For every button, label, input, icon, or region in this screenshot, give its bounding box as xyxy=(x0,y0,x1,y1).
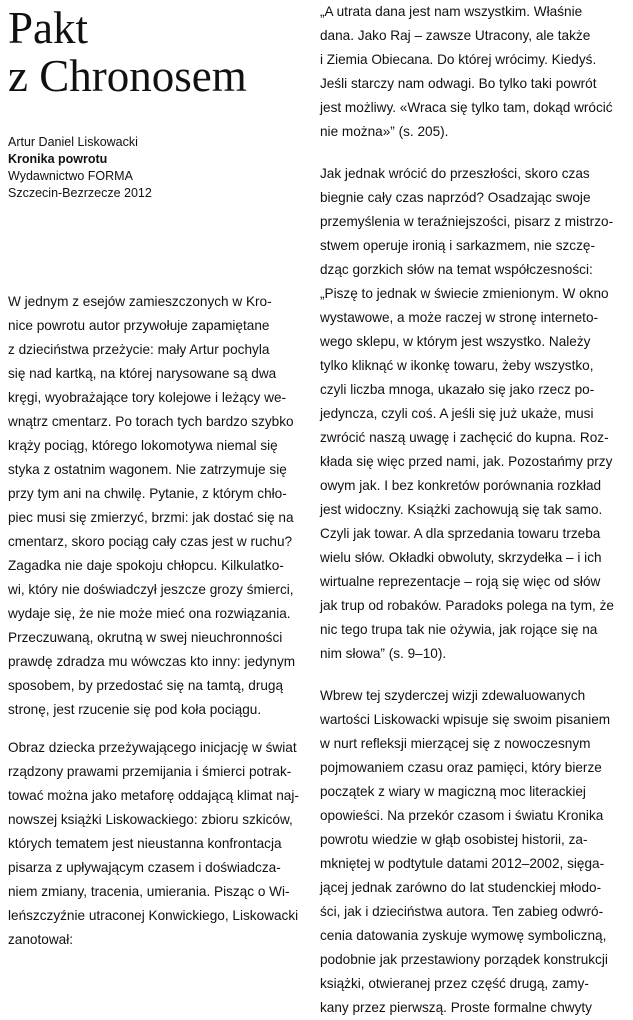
text-line: nowszej książki Liskowackiego: zbioru szkiców, xyxy=(8,812,293,827)
text-line: wirtualne reprezentacje – roją się więc od słów xyxy=(320,574,601,589)
text-line: podobnie jak przestawiony porządek konstrukcji xyxy=(320,952,608,967)
text-line: cmentarz, skoro pociąg cały czas jest w ruchu? xyxy=(8,534,293,549)
text-line: cenia datowania zyskuje wymowę symboliczną, xyxy=(320,928,607,943)
text-line: „Piszę to jednak w świecie zmienionym. W okno xyxy=(320,286,609,301)
book-publisher: Wydawnictwo FORMA xyxy=(8,169,133,183)
text-line: dząc gorzkich słów na temat współczesności: xyxy=(320,262,593,277)
text-line: książki, otwieranej przez część drugą, zamy- xyxy=(320,976,589,991)
paragraph-1 xyxy=(8,290,311,722)
text-line: z dzieciństwa przeżycie: mały Artur pochyla xyxy=(8,342,270,357)
text-line: w nurt refleksji mierzącej się z nowoczesnym xyxy=(320,736,591,751)
text-line: opowieści. Na przekór czasom i światu Kronika xyxy=(320,808,604,823)
text-line: początek z wiary w magiczną moc literackiej xyxy=(320,784,586,799)
paragraph-gap xyxy=(8,722,311,736)
text-line: „A utrata dana jest nam wszystkim. Właśnie xyxy=(320,4,583,19)
text-line: się nad kartką, na której narysowane są dwa xyxy=(8,366,277,381)
text-line: kręgi, wyobrażające tory kolejowe i leżący we- xyxy=(8,390,287,405)
text-line: stwem operuje ironią i sarkazmem, nie szczę- xyxy=(320,238,595,253)
text-line: zwrócić naszą uwagę i zachęcić do kupna. Roz- xyxy=(320,430,609,445)
text-line: Czyli jak towar. A dla sprzedania towaru trzeba xyxy=(320,526,601,541)
text-line: biegnie cały czas naprzód? Osadzając swoje xyxy=(320,190,591,205)
text-line: sposobem, by przedostać się na tamtą, drugą xyxy=(8,678,284,693)
title-line-1: Pakt xyxy=(8,3,89,53)
text-line: niem zmiany, tracenia, umierania. Pisząc o Wi- xyxy=(8,884,290,899)
text-line: wartości Liskowacki wpisuje się swoim pisaniem xyxy=(320,712,611,727)
text-line: piec musi się zmierzyć, brzmi: jak dostać się na xyxy=(8,510,294,525)
text-line: Zagadka nie daje spokoju chłopcu. Kilkulatko- xyxy=(8,558,284,573)
text-line: przemyślenia w teraźniejszości, pisarz z mistrzo- xyxy=(320,214,614,229)
text-line: ści, jak i dzieciństwa autora. Ten zabieg odwró- xyxy=(320,904,604,919)
text-line: których tematem jest nieustanna konfrontacja xyxy=(8,836,282,851)
text-line: nice powrotu autor przywołuje zapamiętane xyxy=(8,318,270,333)
text-line: styka z ostatnim wagonem. Nie zatrzymuje się xyxy=(8,462,287,477)
quote-paragraph xyxy=(320,0,633,144)
text-line: nim słowa” (s. 9–10). xyxy=(320,646,447,661)
text-line: krąży pociąg, którego lokomotywa niemal się xyxy=(8,438,278,453)
paragraph-3 xyxy=(320,162,633,666)
book-metadata xyxy=(8,134,298,202)
text-line: tować można jako metaforę oddającą klimat naj- xyxy=(8,788,299,803)
book-author: Artur Daniel Liskowacki xyxy=(8,135,138,149)
right-column xyxy=(320,0,633,1020)
text-line: Jeśli starczy nam odwagi. Bo tylko taki powrót xyxy=(320,76,597,91)
text-line: wielu słów. Okładki obwoluty, skrzydełka – i ich xyxy=(320,550,602,565)
text-line: czyli liczba mnoga, ukazało się jako rzecz po- xyxy=(320,382,595,397)
text-line: Jak jednak wrócić do przeszłości, skoro czas xyxy=(320,166,590,181)
text-line: dana. Jako Raj – zawsze Utracony, ale także xyxy=(320,28,591,43)
text-line: wydaje się, że nie może mieć ona rozwiązania. xyxy=(8,606,291,621)
text-line: mkniętej w podtytule datami 2012–2002, sięga- xyxy=(320,856,605,871)
text-line: prawdę zdradza mu wówczas kto inny: jedynym xyxy=(8,654,296,669)
text-line: jedyncza, czyli coś. A jeśli się już ukaże, musi xyxy=(320,406,594,421)
text-line: jak trup od robaków. Paradoks polega na tym, że xyxy=(320,598,614,613)
title-line-2: z Chronosem xyxy=(8,51,247,101)
text-line: jest możliwy. «Wraca się tylko tam, dokąd wrócić xyxy=(320,100,613,115)
text-line: owym jak. I bez konkretów porównania rozkład xyxy=(320,478,602,493)
text-line: wystawowe, a może raczej w stronę interneto- xyxy=(320,310,599,325)
text-line: wego sklepu, w którym jest wszystko. Należy xyxy=(320,334,591,349)
text-line: nie można»” (s. 205). xyxy=(320,124,449,139)
text-line: jącej jednak zarówno do lat studenckiej młodo- xyxy=(320,880,602,895)
text-line: rządzony prawami przemijania i śmierci potrak- xyxy=(8,764,292,779)
left-column xyxy=(8,290,311,952)
text-line: leńszczyźnie utraconej Konwickiego, Liskowacki xyxy=(8,908,299,923)
book-title: Kronika powrotu xyxy=(8,152,108,166)
paragraph-2 xyxy=(8,736,311,952)
text-line: tylko kliknąć w ikonkę towaru, żeby wszystko, xyxy=(320,358,594,373)
paragraph-gap xyxy=(320,144,633,162)
text-line: W jednym z esejów zamieszczonych w Kro- xyxy=(8,294,272,309)
text-line: kłada się więc przed nami, jak. Pozostańmy przy xyxy=(320,454,613,469)
text-line: jest widoczny. Książki zachowują się tak samo. xyxy=(320,502,603,517)
text-line: przy tym ani na chwilę. Pytanie, z którym chło- xyxy=(8,486,287,501)
text-line: Obraz dziecka przeżywającego inicjację w świat xyxy=(8,740,297,755)
text-line: wnątrz cmentarz. Po torach tych bardzo szybko xyxy=(8,414,294,429)
article-title xyxy=(8,4,298,100)
text-line: i Ziemia Obiecana. Do której wrócimy. Kiedyś. xyxy=(320,52,597,67)
text-line: Przeczuwaną, okrutną w swej nieuchronności xyxy=(8,630,283,645)
text-line: kany przez pierwszą. Proste formalne chwyty xyxy=(320,1000,592,1015)
paragraph-4 xyxy=(320,684,633,1020)
paragraph-gap xyxy=(320,666,633,684)
text-line: pojmowaniem czasu oraz pamięci, który bierze xyxy=(320,760,602,775)
text-line: Wbrew tej szyderczej wizji zdewaluowanych xyxy=(320,688,586,703)
book-place-year: Szczecin-Bezrzecze 2012 xyxy=(8,186,152,200)
text-line: nic tego trupa tak nie ożywia, jak rojące się na xyxy=(320,622,598,637)
text-line: powrotu wiedzie w głąb osobistej historii, za- xyxy=(320,832,588,847)
text-line: stronę, jest rzucenie się pod koła pociągu. xyxy=(8,702,262,717)
text-line: wi, który nie doświadczył jeszcze grozy śmierci, xyxy=(8,582,294,597)
text-line: zanotował: xyxy=(8,932,73,947)
text-line: pisarza z upływającym czasem i doświadcza- xyxy=(8,860,281,875)
